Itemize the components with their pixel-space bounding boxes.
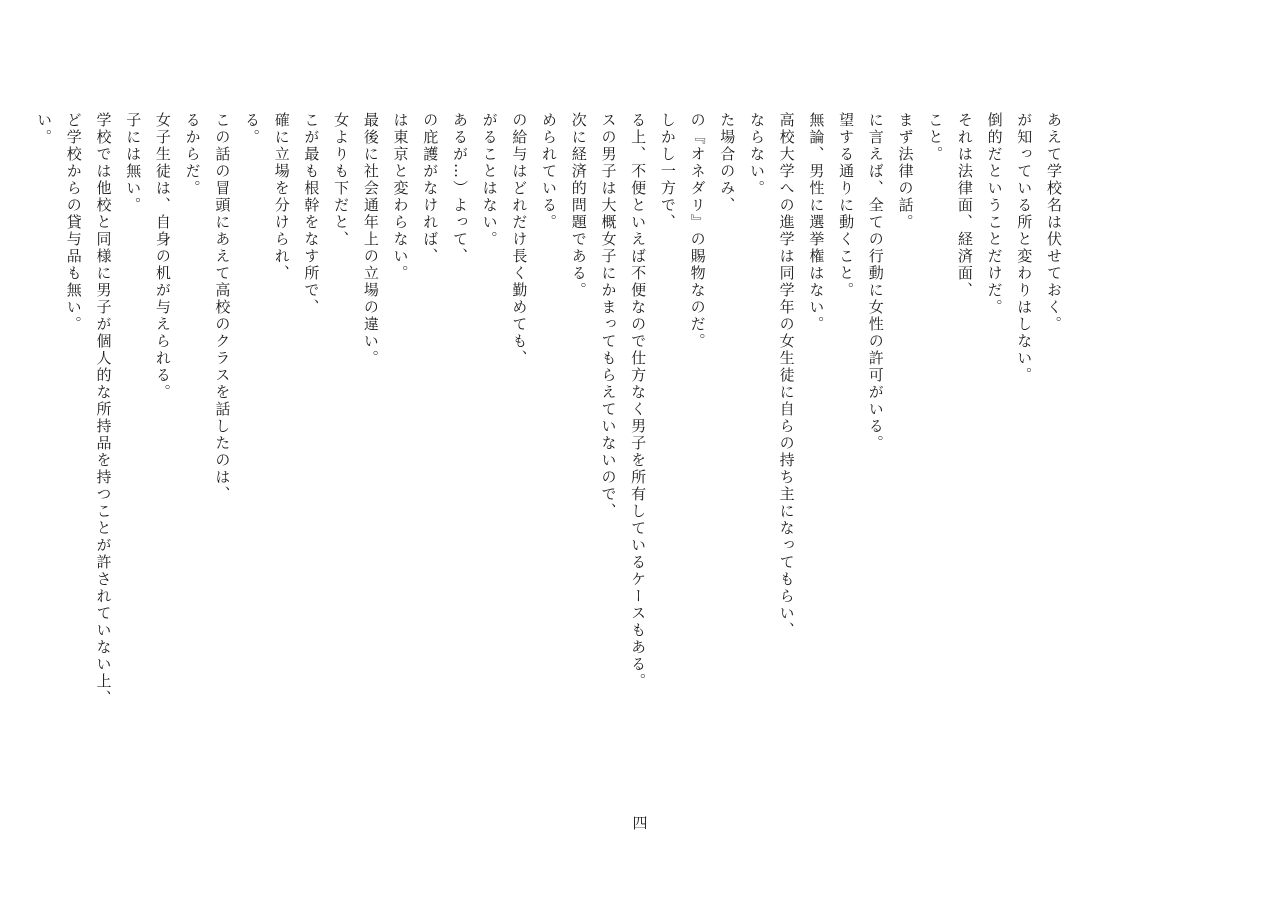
text-line: い。 xyxy=(35,112,54,146)
text-line: 最後に社会通年上の立場の違い。 xyxy=(361,112,380,367)
text-line: あえて学校名は伏せておく。 xyxy=(1045,112,1063,333)
text-line: まず法律の話。 xyxy=(896,112,915,231)
body-text xyxy=(35,112,1068,792)
text-line: 無論、男性に選挙権はない。 xyxy=(807,112,826,333)
text-line: の庇護がなければ、 xyxy=(421,112,440,265)
text-line: 高校大学への進学は同学年の女生徒に自らの持ち主になってもらい、 xyxy=(777,112,796,639)
text-line: る上、不便といえば不便なので仕方なく男子を所有しているケースもある。 xyxy=(629,112,648,690)
text-line: それは法律面、経済面、 xyxy=(955,112,974,299)
page-number: 四 xyxy=(632,814,648,832)
text-line: 倒的だということだけだ。 xyxy=(985,112,1004,316)
text-line: 女子生徒は、自身の机が与えられる。 xyxy=(153,112,172,401)
text-line: の給与はどれだけ長く勤めても、 xyxy=(510,112,529,367)
text-line: 確に立場を分けられ、 xyxy=(272,112,291,282)
text-line: 学校では他校と同様に男子が個人的な所持品を持つことが許されていない上、 xyxy=(94,112,113,707)
text-line: 望する通りに動くこと。 xyxy=(837,112,856,299)
text-line: こと。 xyxy=(926,112,945,163)
text-line: ならない。 xyxy=(747,112,766,197)
text-line: る。 xyxy=(243,112,262,146)
text-line: ど学校からの貸与品も無い。 xyxy=(64,112,83,333)
text-line: がることはない。 xyxy=(480,112,499,248)
text-line: こが最も根幹をなす所で、 xyxy=(302,112,321,316)
text-line: スの男子は大概女子にかまってもらえていないので、 xyxy=(599,112,618,520)
text-line: るからだ。 xyxy=(183,112,202,197)
text-line: しかし一方で、 xyxy=(658,112,677,231)
text-line: は東京と変わらない。 xyxy=(391,112,410,282)
text-line: 子には無い。 xyxy=(124,112,143,214)
text-line: が知っている所と変わりはしない。 xyxy=(1015,112,1034,384)
text-line: た場合のみ、 xyxy=(718,112,737,214)
text-line: 女よりも下だと、 xyxy=(332,112,351,248)
text-line: の『オネダリ』の賜物なのだ。 xyxy=(688,112,707,350)
text-line: 次に経済的問題である。 xyxy=(569,112,588,299)
text-line: められている。 xyxy=(540,112,559,231)
text-line: あるが…）よって、 xyxy=(450,112,469,265)
text-line: に言えば、全ての行動に女性の許可がいる。 xyxy=(866,112,885,452)
text-line: この話の冒頭にあえて高校のクラスを話したのは、 xyxy=(213,112,232,503)
